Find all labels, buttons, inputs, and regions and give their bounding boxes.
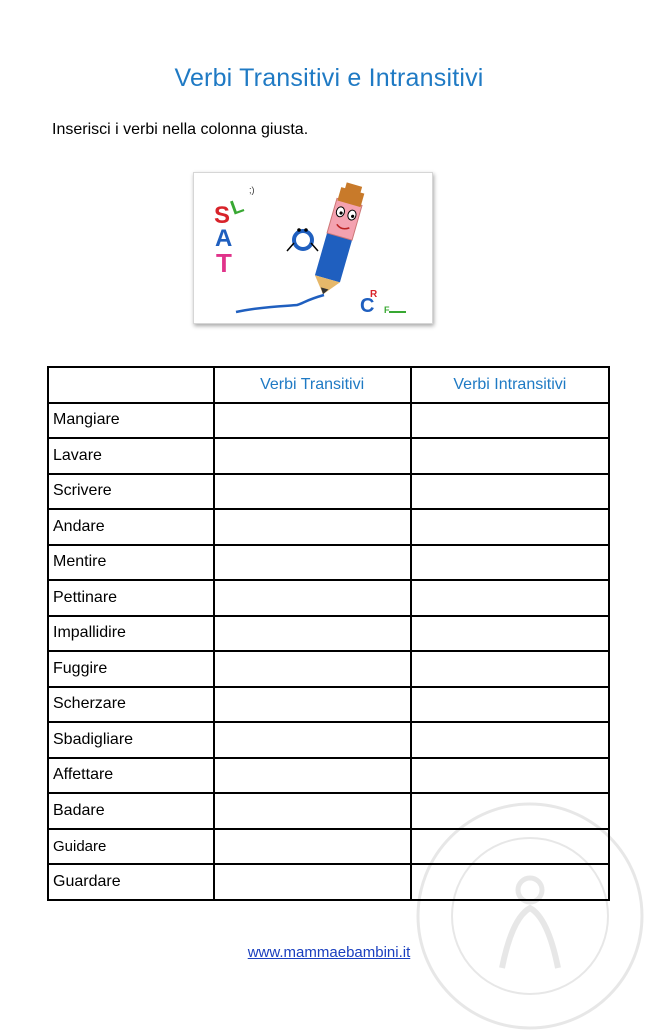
table-row — [48, 509, 609, 545]
table-row — [48, 580, 609, 616]
intransitive-answer-cell[interactable] — [411, 474, 609, 510]
transitive-answer-cell[interactable] — [214, 509, 411, 545]
table-row — [48, 545, 609, 581]
header-cell-empty — [48, 367, 214, 403]
verb-cell: Lavare — [48, 438, 214, 474]
transitive-answer-cell[interactable] — [214, 722, 411, 758]
transitive-answer-cell[interactable] — [214, 793, 411, 829]
verb-cell: Mangiare — [48, 403, 214, 439]
transitive-answer-cell[interactable] — [214, 651, 411, 687]
instruction-text: Inserisci i verbi nella colonna giusta. — [52, 121, 309, 138]
svg-text:C: C — [360, 295, 375, 317]
intransitive-answer-cell[interactable] — [411, 403, 609, 439]
table-row — [48, 403, 609, 439]
header-intransitive: Verbi Intransitivi — [411, 367, 609, 403]
intransitive-answer-cell[interactable] — [411, 438, 609, 474]
transitive-answer-cell[interactable] — [214, 474, 411, 510]
footer — [0, 944, 658, 961]
intransitive-answer-cell[interactable] — [411, 616, 609, 652]
table-row — [48, 474, 609, 510]
watermark-logo — [412, 798, 648, 1034]
intransitive-answer-cell[interactable] — [411, 509, 609, 545]
intransitive-answer-cell[interactable] — [411, 580, 609, 616]
svg-text:;): ;) — [249, 185, 255, 195]
verb-cell: Pettinare — [48, 580, 214, 616]
table-row — [48, 651, 609, 687]
table-header-row — [48, 367, 609, 403]
svg-text:A: A — [215, 225, 233, 252]
transitive-answer-cell[interactable] — [214, 438, 411, 474]
table-row — [48, 616, 609, 652]
verb-cell: Scrivere — [48, 474, 214, 510]
intransitive-answer-cell[interactable] — [411, 545, 609, 581]
transitive-answer-cell[interactable] — [214, 616, 411, 652]
intransitive-answer-cell[interactable] — [411, 687, 609, 723]
header-transitive: Verbi Transitivi — [214, 367, 411, 403]
transitive-answer-cell[interactable] — [214, 864, 411, 900]
website-link[interactable]: www.mammaebambini.it — [247, 944, 411, 961]
transitive-answer-cell[interactable] — [214, 545, 411, 581]
verb-cell: Guardare — [48, 864, 214, 900]
intransitive-answer-cell[interactable] — [411, 722, 609, 758]
svg-text:T: T — [216, 248, 232, 278]
transitive-answer-cell[interactable] — [214, 758, 411, 794]
verb-cell: Andare — [48, 509, 214, 545]
verb-cell: Badare — [48, 793, 214, 829]
transitive-answer-cell[interactable] — [214, 403, 411, 439]
verb-cell: Fuggire — [48, 651, 214, 687]
intransitive-answer-cell[interactable] — [411, 758, 609, 794]
verb-cell: Guidare — [48, 829, 214, 865]
svg-text:L: L — [227, 194, 247, 220]
table-row — [48, 687, 609, 723]
verb-cell: Affettare — [48, 758, 214, 794]
intransitive-answer-cell[interactable] — [411, 651, 609, 687]
verb-cell: Impallidire — [48, 616, 214, 652]
pencil-illustration — [193, 172, 433, 324]
verb-cell: Scherzare — [48, 687, 214, 723]
pencil-character-icon — [194, 173, 432, 323]
verb-cell: Sbadigliare — [48, 722, 214, 758]
svg-text:R: R — [370, 289, 378, 300]
svg-text:S: S — [214, 202, 231, 229]
transitive-answer-cell[interactable] — [214, 580, 411, 616]
table-row — [48, 758, 609, 794]
page-title: Verbi Transitivi e Intransitivi — [174, 64, 484, 92]
transitive-answer-cell[interactable] — [214, 829, 411, 865]
transitive-answer-cell[interactable] — [214, 687, 411, 723]
table-row — [48, 438, 609, 474]
table-row — [48, 722, 609, 758]
verb-cell: Mentire — [48, 545, 214, 581]
svg-text:F: F — [384, 305, 390, 315]
